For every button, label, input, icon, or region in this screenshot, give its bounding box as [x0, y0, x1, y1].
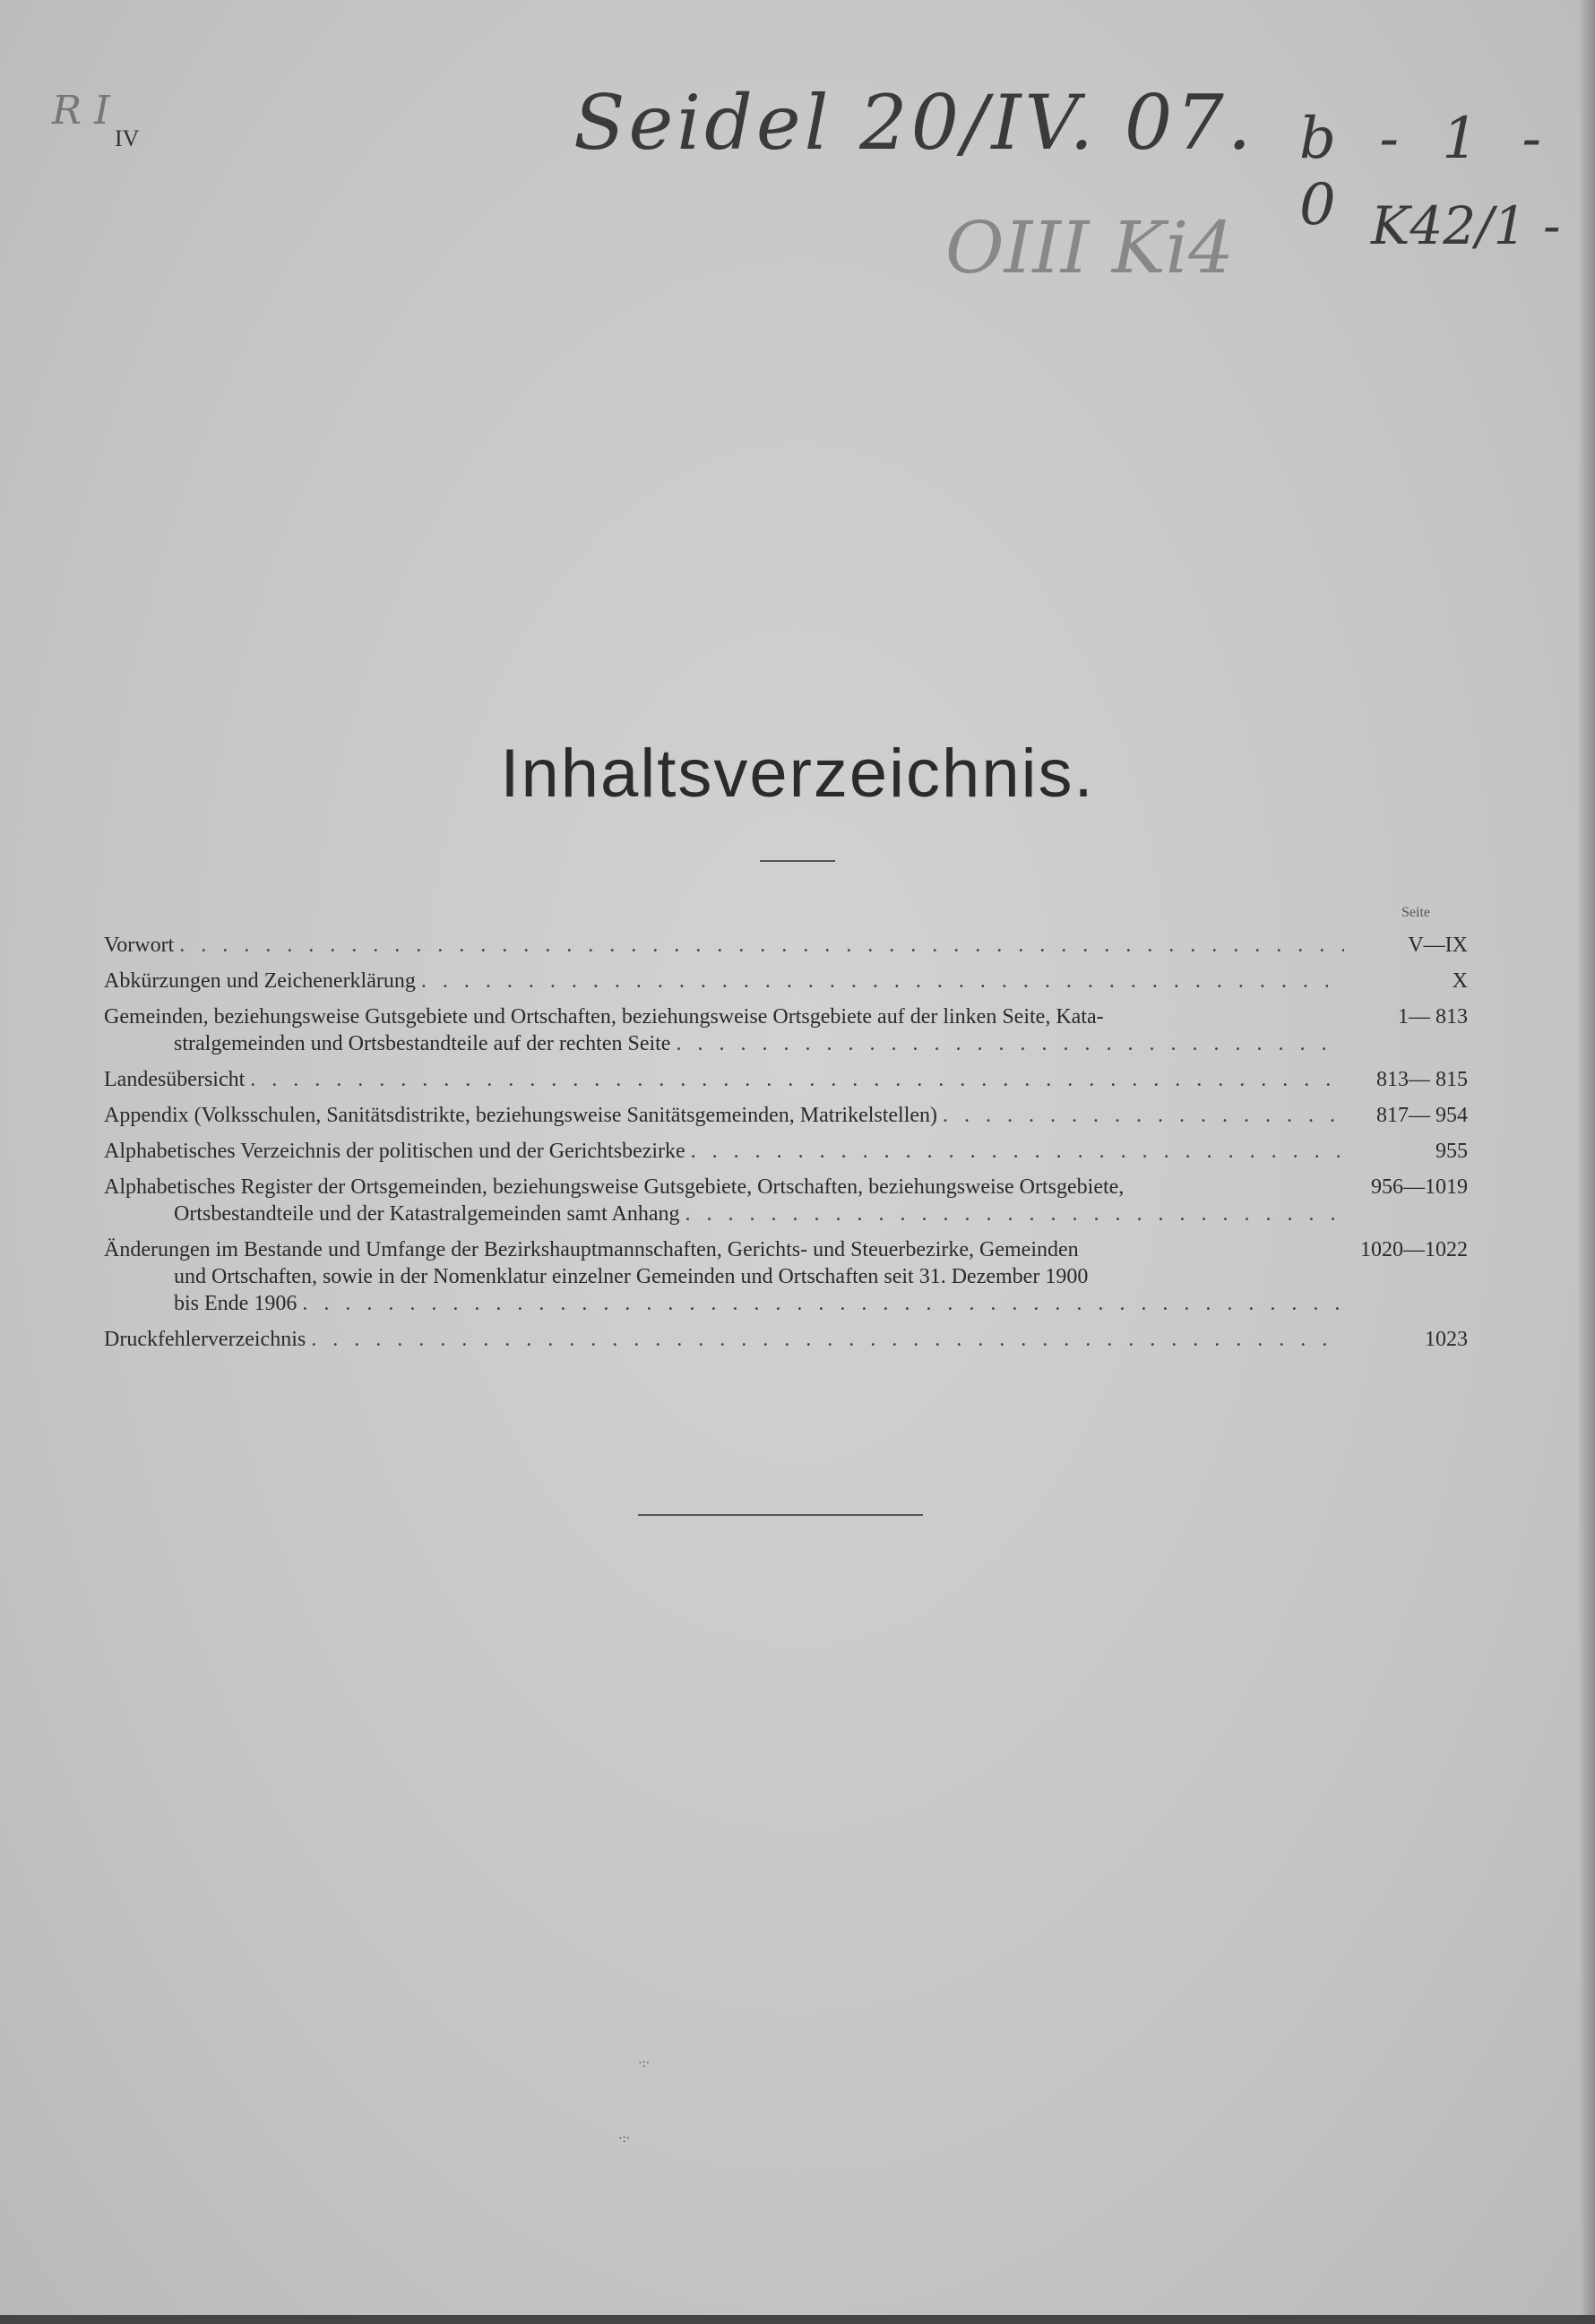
toc-entry [104, 1066, 1468, 1093]
page-bottom-edge [0, 2315, 1595, 2324]
handwritten-signature: Seidel 20/IV. 07. [573, 79, 1255, 167]
toc-line-text: Alphabetisches Register der Ortsgemeinden, beziehungsweise Gutsgebiete, Ortschaften, beziehungsweise Ortsgebiete, [104, 1175, 1125, 1199]
page-right-edge [1579, 0, 1595, 2324]
toc-entry-text [104, 1138, 1344, 1165]
title-divider [760, 860, 835, 862]
handwritten-shelfmark-2: K42/1 - [1371, 195, 1561, 256]
end-divider [638, 1514, 923, 1516]
handwritten-shelfmark-1: b - 1 - 0 [1299, 106, 1554, 238]
toc-page-range: V—IX [1408, 934, 1468, 957]
toc-entry-text [104, 968, 1344, 994]
page-number: IV [115, 125, 140, 151]
toc-line [104, 1030, 1344, 1057]
toc-page-range: 813— 815 [1376, 1068, 1468, 1091]
toc-entry-text [104, 1326, 1344, 1353]
toc-page-range: X [1452, 969, 1468, 993]
dot-leader [306, 1326, 1344, 1353]
page-title: Inhaltsverzeichnis. [500, 736, 1095, 812]
dot-leader [670, 1030, 1344, 1057]
toc-entry-text [104, 1066, 1344, 1093]
toc-entry-text [104, 932, 1344, 959]
dot-leader [174, 932, 1344, 959]
toc-entry [104, 1138, 1468, 1165]
toc-line [104, 1003, 1344, 1030]
toc-entry [104, 968, 1468, 994]
toc-line-text: Appendix (Volksschulen, Sanitätsdistrikte, beziehungsweise Sanitätsgemeinden, Matrikelstellen) [104, 1104, 938, 1127]
toc-line [104, 1066, 1344, 1093]
dot-leader [297, 1290, 1344, 1317]
toc-line-text: Ortsbestandteile und der Katastralgemeinden samt Anhang [174, 1202, 680, 1226]
toc-entry-text [104, 1102, 1344, 1129]
dot-leader [245, 1066, 1344, 1093]
toc-line [104, 932, 1344, 959]
dot-leader [680, 1201, 1344, 1227]
toc-line-text: und Ortschaften, sowie in der Nomenklatur einzelner Gemeinden und Ortschaften seit 31. Dezember 1900 [174, 1265, 1089, 1288]
toc-line-text: Druckfehlerverzeichnis [104, 1328, 306, 1351]
toc-line [104, 1174, 1344, 1201]
toc-entry [104, 1174, 1468, 1227]
toc-line-text: Abkürzungen und Zeichenerklärung [104, 969, 416, 993]
toc-line [104, 1201, 1344, 1227]
toc-line [104, 1236, 1344, 1263]
toc-page-range: 955 [1436, 1140, 1468, 1163]
toc-line [104, 1138, 1344, 1165]
dot-leader [937, 1102, 1344, 1129]
dot-leader [685, 1138, 1344, 1165]
ink-speck: ·:· [638, 2057, 651, 2070]
dot-leader [416, 968, 1344, 994]
toc-page-range: 956—1019 [1371, 1175, 1468, 1199]
toc-page-range: 1023 [1425, 1328, 1468, 1351]
toc-line [104, 1326, 1344, 1353]
toc-entry [104, 1236, 1468, 1317]
toc-page-range: 1— 813 [1398, 1005, 1468, 1029]
toc-line-text: Änderungen im Bestande und Umfange der Bezirkshauptmannschaften, Gerichts- und Steuerbezirke, Gemeinden [104, 1238, 1079, 1261]
toc-line-text: bis Ende 1906 [174, 1292, 297, 1315]
toc-line [104, 1263, 1344, 1290]
toc-entry-text [104, 1236, 1344, 1317]
toc-line [104, 1102, 1344, 1129]
toc-page-range: 817— 954 [1376, 1104, 1468, 1127]
toc-line-text: Gemeinden, beziehungsweise Gutsgebiete und Ortschaften, beziehungsweise Ortsgebiete auf der linken Seite, Kata- [104, 1005, 1104, 1029]
handwritten-stamp: OIII Ki4 [945, 206, 1235, 289]
toc-line-text: Vorwort [104, 934, 175, 957]
toc-entry [104, 1102, 1468, 1129]
ink-speck: ·:· [618, 2132, 631, 2146]
toc-entry [104, 1326, 1468, 1353]
toc-line-text: Alphabetisches Verzeichnis der politischen und der Gerichtsbezirke [104, 1140, 685, 1163]
toc-line [104, 1290, 1344, 1317]
toc-page-range: 1020—1022 [1360, 1238, 1468, 1261]
toc-entry [104, 932, 1468, 959]
toc-entry [104, 1003, 1468, 1057]
toc-line [104, 968, 1344, 994]
toc-entry-text [104, 1003, 1344, 1057]
toc-line-text: Landesübersicht [104, 1068, 246, 1091]
toc-entry-text [104, 1174, 1344, 1227]
toc-line-text: stralgemeinden und Ortsbestandteile auf der rechten Seite [174, 1032, 671, 1055]
table-of-contents [104, 932, 1468, 1362]
handwritten-note-left: R I [52, 88, 110, 133]
page-column-label: Seite [1401, 905, 1430, 920]
